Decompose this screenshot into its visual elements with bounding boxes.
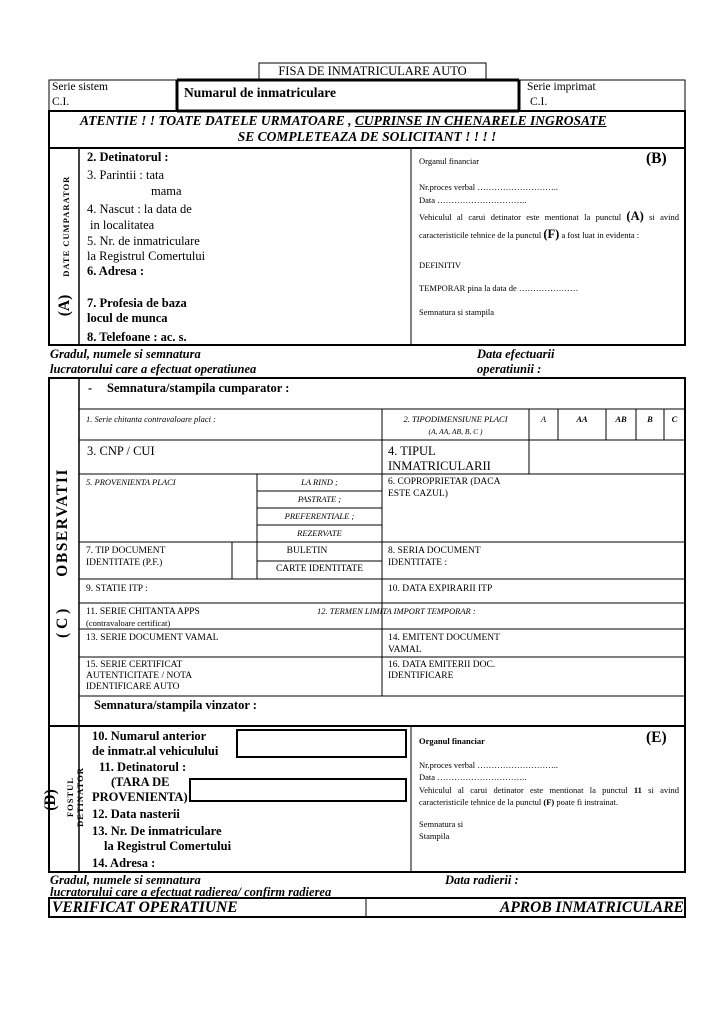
detinatorul-d-line-3: PROVENIENTA) [92,790,188,804]
data-expirarii-itp-label: 10. DATA EXPIRARII ITP [388,584,493,594]
numarul-anterior-line-2: de inmatr.al vehiculului [92,744,219,758]
plate-type-ab: AB [615,414,627,424]
definitiv-label: DEFINITIV [419,260,462,270]
registrul-d-label: la Registrul Comertului [104,839,232,853]
ci-right-label: C.I. [530,96,548,108]
aprob-inmatriculare: APROB INMATRICULARE [500,899,684,916]
section-a-side-label: (A) DATE CUMPARATOR [56,175,73,317]
gradul-line-2: lucratorului care a efectuat operatiunea [50,362,257,376]
attention-line-1: ATENTIE ! ! TOATE DATELE URMATOARE , CUPRINSE IN CHENARELE INGROSATE [80,113,607,128]
semnatura-stampila-b: Semnatura si stampila [419,307,495,317]
proces-verbal-e: Nr.proces verbal ……………………….. [419,760,559,770]
provenienta-placi-label: 5. PROVENIENTA PLACI [86,477,176,487]
serie-chitanta-apps-line-1: 11. SERIE CHITANTA APPS [86,607,200,617]
detinatorul-label: 2. Detinatorul : [87,150,169,164]
adresa-d-label: 14. Adresa : [92,856,156,870]
organul-financiar-e: Organul financiar [419,736,485,746]
section-d-side-label-fostul: FOSTUL [65,777,75,818]
profesia-label: 7. Profesia de baza [87,296,187,310]
serie-certificat-line-2: AUTENTICITATE / NOTA [86,671,193,681]
tipodimensiune-options: (A, AA, AB, B, C ) [428,427,483,436]
data-nasterii-label: 12. Data nasterii [92,807,180,821]
localitatea-label: in localitatea [90,218,155,232]
data-emiterii-line-2: IDENTIFICARE [388,671,454,681]
telefoane-label: 8. Telefoane : ac. s. [87,330,187,344]
serie-certificat-line-3: IDENTIFICARE AUTO [86,682,180,692]
parintii-label: 3. Parintii : tata [87,168,165,182]
statie-itp-label: 9. STATIE ITP : [86,584,148,594]
gradul-radiere-line-2: lucratorului care a efectuat radierea/ confirm radierea [50,885,332,899]
form-title: FISA DE INMATRICULARE AUTO [278,64,467,78]
detinatorul-d-line-2: (TARA DE [111,775,170,789]
semnatura-vinzator-label: Semnatura/stampila vinzator : [94,698,257,712]
coproprietar-line-1: 6. COPROPRIETAR (DACA [388,477,501,487]
tip-document-line-2: IDENTITATE (P.F.) [86,558,163,568]
termen-limita-label: 12. TERMEN LIMITA IMPORT TEMPORAR : [317,606,476,616]
locul-label: locul de munca [87,311,168,325]
tipul-inmatricularii-line-2: INMATRICULARII [388,459,491,473]
attention-line-2: SE COMPLETEAZA DE SOLICITANT ! ! ! ! [237,129,497,144]
vehiculul-text-e: Vehiculul al carui detinator este mentionat la punctul 11 si avind caracteristicile tehnice de la punctul (F) poate fi instrainat. [419,785,679,807]
gradul-radiere-line-1: Gradul, numele si semnatura [50,873,201,887]
emitent-document-line-1: 14. EMITENT DOCUMENT [388,633,500,643]
data-emiterii-line-1: 16. DATA EMITERII DOC. [388,660,496,670]
verificat-operatiune: VERIFICAT OPERATIUNE [52,899,238,916]
semnatura-cumparator-dash: - [88,381,93,395]
buletin-label: BULETIN [286,546,328,556]
section-d-side-label-detinator: DETINATOR [75,767,85,827]
data-efectuarii-line-2: operatiunii : [477,362,542,376]
plate-type-c: C [671,414,678,424]
rezervate-label: REZERVATE [297,528,342,538]
proces-verbal-b: Nr.proces verbal ……………………….. [419,182,559,192]
plate-type-a: A [540,414,547,424]
seria-document-line-2: IDENTITATE : [388,558,448,568]
plate-type-b: B [647,414,653,424]
pastrate-label: PASTRATE ; [297,494,342,504]
section-c-side-label: ( C ) OBSERVATII [54,468,71,638]
gradul-line-1: Gradul, numele si semnatura [50,347,201,361]
semnatura-cumparator-label: Semnatura/stampila cumparator : [107,381,290,395]
nr-inmatriculare-d-label: 13. Nr. De inmatriculare [92,824,222,838]
tipul-inmatricularii-line-1: 4. TIPUL [388,444,436,458]
section-d-side-label-letter: (D) [42,789,59,811]
mama-label: mama [151,184,182,198]
organul-financiar-b: Organul financiar [419,156,480,166]
serie-sistem-label: Serie sistem [52,81,108,93]
semnatura-e-line-1: Semnatura si [419,819,464,829]
serie-chitanta-label: 1. Serie chitanta contravaloare placi : [86,414,216,424]
cnp-cui-label: 3. CNP / CUI [87,444,155,458]
registrul-label: la Registrul Comertului [87,249,206,263]
data-b: Data ………………………….. [419,195,527,205]
vehiculul-text-b: Vehiculul al carui detinator este mentionat la punctul (A) si avind caracteristicile tehnice de la punctul (F) a fost luat in evidenta : [419,209,680,241]
temporar-label: TEMPORAR pina la data de ………………… [419,283,579,293]
semnatura-e-line-2: Stampila [419,831,450,841]
detinatorul-d-line-1: 11. Detinatorul : [99,760,187,774]
preferentiale-label: PREFERENTIALE ; [284,511,355,521]
tipodimensiune-label: 2. TIPODIMENSIUNE PLACI [403,414,508,424]
nr-inmatriculare-label: 5. Nr. de inmatriculare [87,234,200,248]
coproprietar-line-2: ESTE CAZUL) [388,489,448,499]
section-e-letter: (E) [646,729,667,746]
serie-certificat-line-1: 15. SERIE CERTIFICAT [86,660,183,670]
carte-identitate-label: CARTE IDENTITATE [275,564,364,574]
data-efectuarii-line-1: Data efectuarii [477,347,555,361]
plate-type-aa: AA [576,414,588,424]
seria-document-line-1: 8. SERIA DOCUMENT [388,546,481,556]
adresa-label: 6. Adresa : [87,264,145,278]
serie-document-vamal-label: 13. SERIE DOCUMENT VAMAL [86,633,219,643]
data-e: Data ………………………….. [419,772,527,782]
tip-document-line-1: 7. TIP DOCUMENT [86,546,166,556]
la-rind-label: LA RIND ; [301,477,338,487]
data-radierii-label: Data radierii : [445,873,519,887]
ci-left-label: C.I. [52,96,70,108]
section-b-letter: (B) [646,150,667,167]
numar-inmatriculare-label: Numarul de inmatriculare [184,85,336,100]
nascut-label: 4. Nascut : la data de [87,202,192,216]
numarul-anterior-line-1: 10. Numarul anterior [92,729,207,743]
serie-chitanta-apps-line-2: (contravaloare certificat) [86,618,171,628]
emitent-document-line-2: VAMAL [388,645,422,655]
serie-imprimat-label: Serie imprimat [527,81,596,93]
